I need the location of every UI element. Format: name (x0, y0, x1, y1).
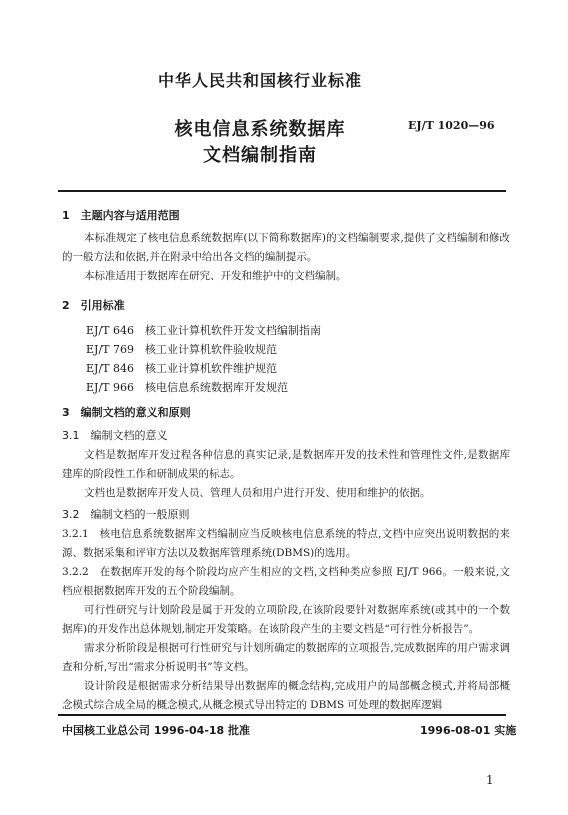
section-3-2-1-paragraph: 3.2.1 核电信息系统数据库文档编制应当反映核电信息系统的特点,文档中应突出说明数据的来源、数据采集和评审方法以及数据库管理系统(DBMS)的选用。 (62, 528, 510, 559)
reference-item: EJ/T 769 核工业计算机软件验收规范 (86, 343, 277, 356)
section-1-heading: 1 主题内容与适用范围 (62, 209, 180, 222)
section-3-2-2-paragraph: 3.2.2 在数据库开发的每个阶段均应产生相应的文档,文档种类应参照 EJ/T 966。一般来说,文档应根据数据库开发的五个阶段编制。 (62, 566, 510, 597)
section-3-2-2-paragraph-2: 可行性研究与计划阶段是属于开发的立项阶段,在该阶段要针对数据库系统(或其中的一个数据库)的开发作出总体规划,制定开发策略。在该阶段产生的主要文档是“可行性分析报告”。 (62, 604, 510, 635)
section-3-2-2-paragraph-4: 设计阶段是根据需求分析结果导出数据库的概念结构,完成用户的局部概念模式,并将局部概念模式综合成全局的概念模式,从概念模式导出特定的 DBMS 可处理的数据库逻辑 (62, 680, 510, 711)
section-3-1-paragraph-2: 文档也是数据库开发人员、管理人员和用户进行开发、使用和维护的依据。 (84, 487, 431, 499)
header-divider (58, 190, 506, 192)
standard-code: EJ/T 1020—96 (408, 119, 495, 132)
section-3-heading: 3 编制文档的意义和原则 (62, 406, 191, 419)
reference-item: EJ/T 846 核工业计算机软件维护规范 (86, 362, 277, 375)
issuing-authority: 中华人民共和国核行业标准 (157, 71, 362, 90)
section-3-1-heading: 3.1 编制文档的意义 (62, 429, 168, 442)
document-title-line2: 文档编制指南 (203, 145, 317, 166)
reference-item: EJ/T 646 核工业计算机软件开发文档编制指南 (86, 324, 321, 337)
implementation-date: 1996-08-01 实施 (420, 724, 517, 737)
section-1-paragraph-2: 本标准适用于数据库在研究、开发和维护中的文档编制。 (84, 270, 347, 282)
footer-divider (58, 714, 506, 716)
section-3-2-heading: 3.2 编制文档的一般原则 (62, 508, 190, 521)
section-3-2-2-paragraph-3: 需求分析阶段是根据可行性研究与计划所确定的数据库的立项报告,完成数据库的用户需求调查和分析,写出“需求分析说明书”等文档。 (62, 642, 510, 673)
page-number: 1 (486, 773, 494, 787)
section-3-1-paragraph-1: 文档是数据库开发过程各种信息的真实记录,是数据库开发的技术性和管理性文件,是数据库建库的阶段性工作和研制成果的标志。 (62, 449, 510, 480)
approval-info: 中国核工业总公司 1996-04-18 批准 (62, 724, 251, 737)
document-title-line1: 核电信息系统数据库 (174, 119, 346, 140)
section-1-paragraph-1: 本标准规定了核电信息系统数据库(以下简称数据库)的文档编制要求,提供了文档编制和修改的一般方法和依据,并在附录中给出各文档的编制提示。 (62, 232, 510, 263)
section-2-heading: 2 引用标准 (62, 299, 125, 312)
reference-item: EJ/T 966 核电信息系统数据库开发规范 (86, 381, 288, 394)
